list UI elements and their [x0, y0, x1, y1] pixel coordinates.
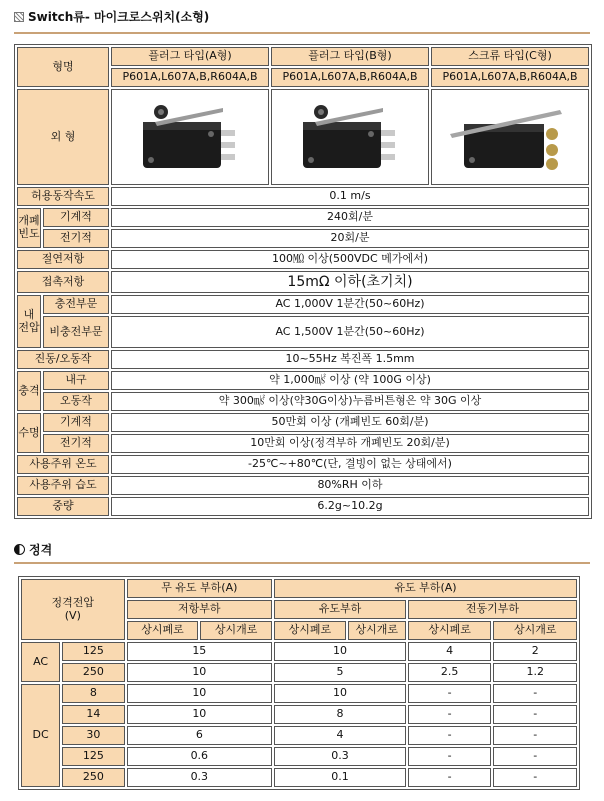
insulation-label: 절연저항: [17, 250, 109, 269]
life-elec-value: 10만회 이상(정격부하 개폐빈도 20회/분): [111, 434, 589, 453]
no-inductive-header: 무 유도 부하(A): [127, 579, 272, 598]
switch-b-image: [285, 94, 415, 180]
dc-resistive-value: 10: [127, 705, 272, 724]
dc-inductive-value: 8: [274, 705, 406, 724]
noncharged-label: 비충전부문: [43, 316, 109, 348]
contact-label: 접촉저항: [17, 271, 109, 293]
dc-resistive-value: 0.3: [127, 768, 272, 787]
switch-a-image: [125, 94, 255, 180]
freq-group-label: 개폐 빈도: [17, 208, 41, 248]
dc-label: DC: [21, 684, 60, 787]
type-b-photo: [271, 89, 429, 185]
dc-motor-no-value: -: [493, 726, 577, 745]
inductive-nc-header: 상시폐로: [274, 621, 346, 640]
ac-motor-nc-value: 4: [408, 642, 492, 661]
inductive-header: 유도 부하(A): [274, 579, 577, 598]
shock-group-label: 충격: [17, 371, 41, 411]
dc-inductive-value: 10: [274, 684, 406, 703]
dc-motor-nc-value: -: [408, 684, 492, 703]
square-bullet-icon: [14, 12, 24, 22]
dc-motor-nc-value: -: [408, 726, 492, 745]
shock-malfunction-label: 오동작: [43, 392, 109, 411]
type-a-photo: [111, 89, 269, 185]
dc-motor-no-value: -: [493, 747, 577, 766]
ac-resistive-value: 10: [127, 663, 272, 682]
charged-label: 충전부문: [43, 295, 109, 314]
speed-value: 0.1 m/s: [111, 187, 589, 206]
model-label: 형명: [17, 47, 109, 87]
ac-inductive-value: 10: [274, 642, 406, 661]
dc-motor-no-value: -: [493, 768, 577, 787]
speed-label: 허용동작속도: [17, 187, 109, 206]
dc-motor-no-value: -: [493, 705, 577, 724]
rating-divider: [14, 562, 590, 564]
dc-motor-nc-value: -: [408, 768, 492, 787]
life-elec-label: 전기적: [43, 434, 109, 453]
freq-elec-label: 전기적: [43, 229, 109, 248]
ac-label: AC: [21, 642, 60, 682]
ac-motor-no-value: 1.2: [493, 663, 577, 682]
inductive-no-header: 상시개로: [348, 621, 406, 640]
dc-voltage: 8: [62, 684, 124, 703]
switch-c-image: [440, 94, 580, 180]
dc-resistive-value: 0.6: [127, 747, 272, 766]
type-c-header: 스크류 타입(C형): [431, 47, 589, 66]
type-a-models: P601A,L607A,B,R604A,B: [111, 68, 269, 87]
ac-voltage: 250: [62, 663, 124, 682]
type-a-header: 플러그 타입(A형): [111, 47, 269, 66]
dc-inductive-value: 4: [274, 726, 406, 745]
appearance-label: 외 형: [17, 89, 109, 185]
humidity-label: 사용주위 습도: [17, 476, 109, 495]
ac-resistive-value: 15: [127, 642, 272, 661]
title-divider: [14, 32, 590, 34]
freq-mech-label: 기계적: [43, 208, 109, 227]
life-group-label: 수명: [17, 413, 41, 453]
dielectric-group-label: 내 전압: [17, 295, 41, 348]
contact-value: 15mΩ 이하(초기치): [111, 271, 589, 293]
resistive-no-header: 상시개로: [200, 621, 272, 640]
type-b-models: P601A,L607A,B,R604A,B: [271, 68, 429, 87]
dc-inductive-value: 0.3: [274, 747, 406, 766]
type-b-header: 플러그 타입(B형): [271, 47, 429, 66]
ac-motor-nc-value: 2.5: [408, 663, 492, 682]
resistive-nc-header: 상시폐로: [127, 621, 199, 640]
dc-motor-no-value: -: [493, 684, 577, 703]
dc-resistive-value: 6: [127, 726, 272, 745]
rating-table: [18, 576, 580, 790]
noncharged-value: AC 1,500V 1분간(50~60Hz): [111, 316, 589, 348]
temperature-value: -25℃~+80℃(단, 결빙이 없는 상태에서): [111, 455, 589, 474]
freq-mech-value: 240회/분: [111, 208, 589, 227]
shock-durable-label: 내구: [43, 371, 109, 390]
vibration-value: 10~55Hz 복진폭 1.5mm: [111, 350, 589, 369]
humidity-value: 80%RH 이하: [111, 476, 589, 495]
half-circle-bullet-icon: [14, 544, 25, 555]
motor-no-header: 상시개로: [493, 621, 577, 640]
type-c-models: P601A,L607A,B,R604A,B: [431, 68, 589, 87]
type-c-photo: [431, 89, 589, 185]
life-mech-value: 50만회 이상 (개폐빈도 60회/분): [111, 413, 589, 432]
section-rating-title: 정격: [14, 541, 52, 558]
dc-inductive-value: 0.1: [274, 768, 406, 787]
vibration-label: 진동/오동작: [17, 350, 109, 369]
life-mech-label: 기계적: [43, 413, 109, 432]
motor-load-header: 전동기부하: [408, 600, 577, 619]
weight-value: 6.2g~10.2g: [111, 497, 589, 516]
dc-voltage: 14: [62, 705, 124, 724]
dc-resistive-value: 10: [127, 684, 272, 703]
ac-voltage: 125: [62, 642, 124, 661]
dc-voltage: 30: [62, 726, 124, 745]
ac-inductive-value: 5: [274, 663, 406, 682]
dc-voltage: 250: [62, 768, 124, 787]
charged-value: AC 1,000V 1분간(50~60Hz): [111, 295, 589, 314]
dc-voltage: 125: [62, 747, 124, 766]
inductive-load-header: 유도부하: [274, 600, 406, 619]
resistive-load-header: 저항부하: [127, 600, 272, 619]
motor-nc-header: 상시폐로: [408, 621, 492, 640]
freq-elec-value: 20회/분: [111, 229, 589, 248]
weight-label: 중량: [17, 497, 109, 516]
shock-durable-value: 약 1,000㎨ 이상 (약 100G 이상): [111, 371, 589, 390]
page-title: Switch류- 마이크로스위치(소형): [14, 8, 209, 25]
spec-table: [14, 44, 592, 519]
dc-motor-nc-value: -: [408, 705, 492, 724]
dc-motor-nc-value: -: [408, 747, 492, 766]
ac-motor-no-value: 2: [493, 642, 577, 661]
insulation-value: 100㏁ 이상(500VDC 메가에서): [111, 250, 589, 269]
voltage-header: 정격전압 (V): [21, 579, 125, 640]
temperature-label: 사용주위 온도: [17, 455, 109, 474]
shock-malfunction-value: 약 300㎨ 이상(약30G이상)누름버튼형은 약 30G 이상: [111, 392, 589, 411]
